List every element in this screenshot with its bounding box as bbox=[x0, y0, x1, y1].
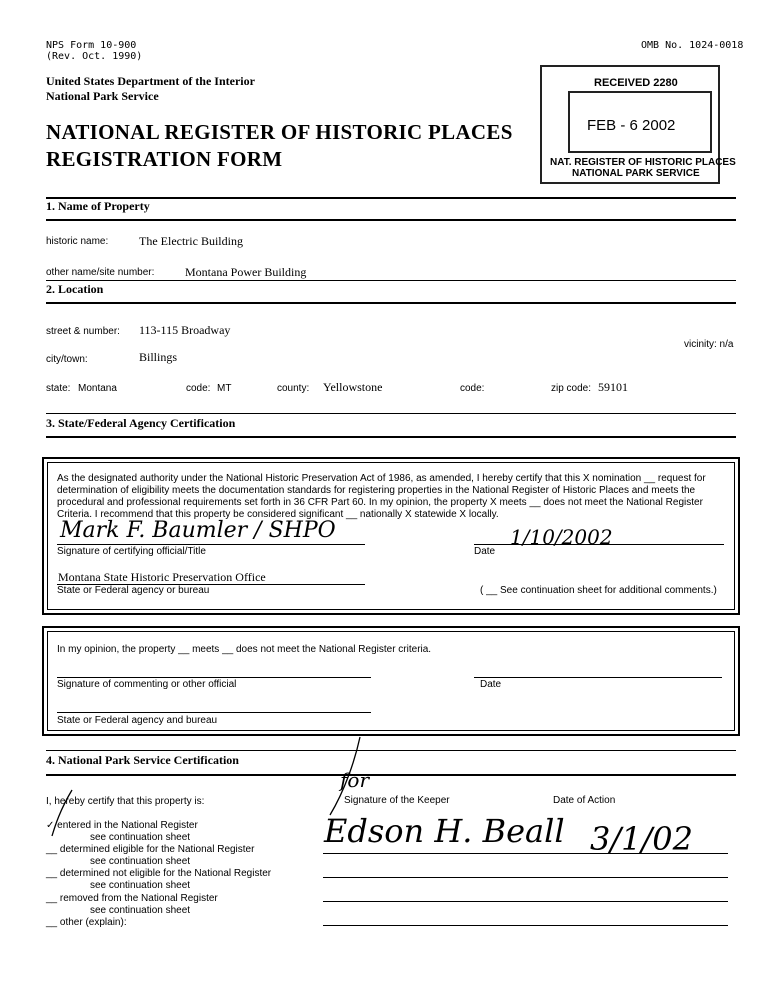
section4-title: 4. National Park Service Certification bbox=[46, 753, 239, 767]
certification-date-hand: 1/10/2002 bbox=[510, 525, 613, 549]
zip-label: zip code: bbox=[551, 383, 592, 394]
option-eligible-continuation: see continuation sheet bbox=[90, 856, 191, 867]
code-label: code: bbox=[186, 383, 211, 394]
option-removed: __ removed from the National Register bbox=[46, 893, 218, 904]
stamp-date: FEB - 6 2002 bbox=[587, 117, 676, 134]
city-value: Billings bbox=[139, 350, 178, 364]
state-label: state: bbox=[46, 383, 71, 394]
county-code-label: code: bbox=[460, 383, 485, 394]
city-label: city/town: bbox=[46, 354, 88, 365]
state-value: Montana bbox=[78, 383, 117, 394]
service-name: National Park Service bbox=[46, 89, 159, 103]
certification-text: As the designated authority under the National Historic Preservation Act of 1986, as amended, I hereby certify that this X nomination __ request for determination of eligibility meets the documentation standards for registering properties in the National Register of Historic Places and meets the procedural and professional requirements set forth in 36 CFR Part 60. In my opinion, the property X meets __ does not meet the National Register Criteria. I recommend that this property be considered significant __ nationally X statewide X locally. bbox=[57, 473, 706, 520]
form-revision: (Rev. Oct. 1990) bbox=[46, 51, 143, 62]
commenting-label: Signature of commenting or other official bbox=[57, 679, 237, 690]
agency-value: Montana State Historic Preservation Office bbox=[58, 570, 266, 584]
action-date-hand: 3/1/02 bbox=[590, 820, 693, 858]
form-number: NPS Form 10-900 bbox=[46, 40, 137, 51]
omb-number: OMB No. 1024-0018 bbox=[641, 40, 744, 51]
department-name: United States Department of the Interior bbox=[46, 74, 255, 88]
opinion-text: In my opinion, the property __ meets __ does not meet the National Register criteria. bbox=[57, 644, 432, 655]
county-value: Yellowstone bbox=[323, 380, 383, 394]
date-label: Date bbox=[474, 546, 496, 557]
option-not-eligible-continuation: see continuation sheet bbox=[90, 880, 191, 891]
option-not-eligible: __ determined not eligible for the National Register bbox=[46, 868, 272, 879]
stamp-received: RECEIVED 2280 bbox=[594, 77, 678, 89]
continuation-note: ( __ See continuation sheet for additional comments.) bbox=[480, 585, 717, 596]
agency-label: State or Federal agency or bureau bbox=[57, 585, 210, 596]
stamp-line1: NAT. REGISTER OF HISTORIC PLACES bbox=[550, 157, 736, 168]
zip-value: 59101 bbox=[598, 380, 628, 394]
certifying-signature: Mark F. Baumler / SHPO bbox=[60, 518, 336, 543]
section3-title: 3. State/Federal Agency Certification bbox=[46, 416, 236, 430]
page-title: NATIONAL REGISTER OF HISTORIC PLACES bbox=[46, 120, 513, 144]
agency2-label: State or Federal agency and bureau bbox=[57, 715, 218, 726]
historic-name-label: historic name: bbox=[46, 236, 109, 247]
option-other: __ other (explain): bbox=[46, 917, 127, 928]
keeper-signature: Edson H. Beall bbox=[324, 812, 565, 850]
other-name-value: Montana Power Building bbox=[185, 265, 307, 279]
section1-title: 1. Name of Property bbox=[46, 199, 150, 213]
code-value: MT bbox=[217, 383, 232, 394]
other-name-label: other name/site number: bbox=[46, 267, 155, 278]
keeper-label: Signature of the Keeper bbox=[344, 795, 450, 806]
signature-label: Signature of certifying official/Title bbox=[57, 546, 206, 557]
action-date-label: Date of Action bbox=[553, 795, 616, 806]
checkmark-stroke bbox=[52, 790, 72, 836]
date2-label: Date bbox=[480, 679, 502, 690]
section2-title: 2. Location bbox=[46, 282, 104, 296]
page-subtitle: REGISTRATION FORM bbox=[46, 147, 283, 171]
vicinity-value: vicinity: n/a bbox=[684, 339, 734, 350]
street-label: street & number: bbox=[46, 326, 120, 337]
street-value: 113-115 Broadway bbox=[139, 323, 231, 337]
keeper-prefix-hand: for bbox=[340, 768, 370, 792]
stamp-line2: NATIONAL PARK SERVICE bbox=[572, 168, 700, 179]
county-label: county: bbox=[277, 383, 310, 394]
option-entered: ✓ entered in the National Register bbox=[46, 820, 198, 831]
keeper-stroke bbox=[330, 737, 360, 815]
option-eligible: __ determined eligible for the National Register bbox=[46, 844, 255, 855]
historic-name-value: The Electric Building bbox=[139, 234, 243, 248]
option-entered-continuation: see continuation sheet bbox=[90, 832, 191, 843]
certify-text: I, hereby certify that this property is: bbox=[46, 796, 205, 807]
option-removed-continuation: see continuation sheet bbox=[90, 905, 191, 916]
